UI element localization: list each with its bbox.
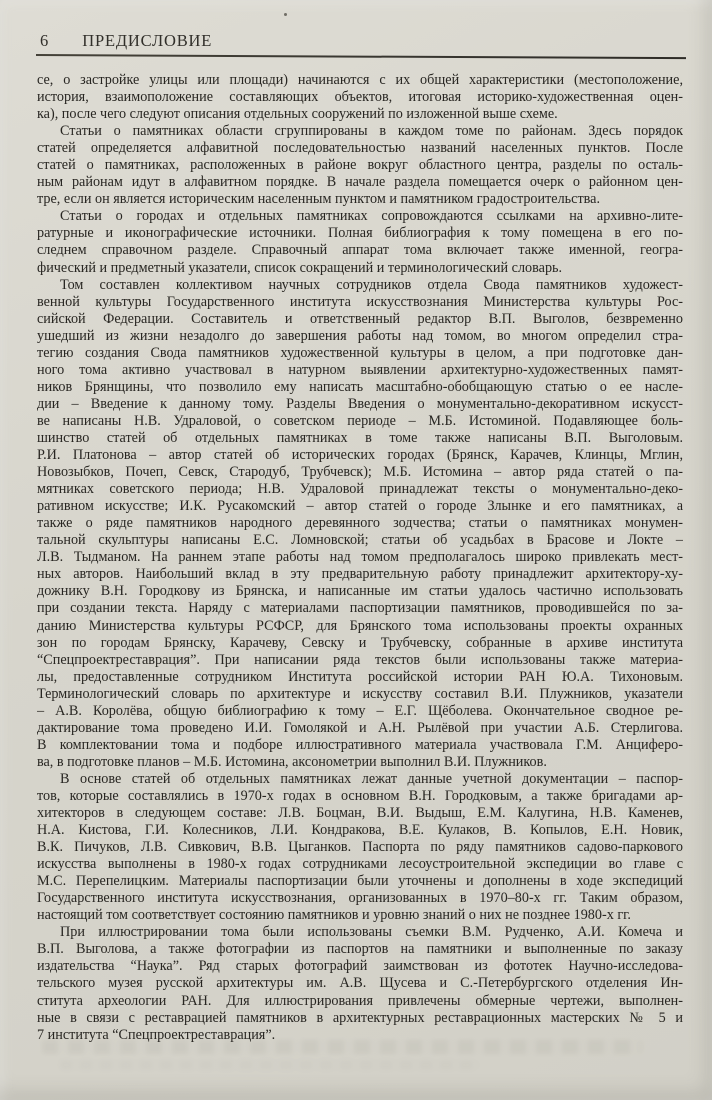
text-line: тов, которые составлялись в 1970-х годах в основном В.Н. Городковым, а также бригадами ар- [37,787,683,804]
text-line: ников Брянщины, что позволило ему написать масштабно-обобщающую статью о ее насле- [37,378,683,395]
text-line: следнем справочном разделе. Справочный аппарат тома включает также именной, геогра- [37,242,683,259]
text-line: Л.В. Тыдманом. На раннем этапе работы над томом предполагалось широко привлекать мест- [37,549,683,566]
running-title: ПРЕДИСЛОВИЕ [82,31,213,50]
page-bleed-through-artifact [60,1060,480,1070]
text-line: история, взаимоположение составляющих объектов, итоговая историко-художественная оцен- [37,89,683,106]
page-bleed-through-artifact [42,1040,642,1054]
text-line: “Спецпроектреставрация”. При написании ряда текстов были использованы также материа- [37,651,683,668]
text-line: Терминологический словарь по архитектуре и искусству составил В.И. Плужников, указатели [37,685,683,702]
text-line: статей определяется алфавитной последовательностью названий населенных пунктов. После [37,140,683,157]
text-line: ные в связи с реставрацией памятников в архитектурных реставрационных мастерских № 5 и [37,1009,683,1026]
text-line: тре, если он является историческим населенным пунктом и памятником градостроительства. [37,191,601,208]
text-line: Статьи о памятниках области сгруппированы в каждом томе по районам. Здесь порядок [60,123,683,140]
text-line: М.С. Перепелицким. Материалы паспортизации были уточнены и дополнены в ходе экспедиций [37,873,683,890]
text-line: Государственного института искусствознания, организованных в 1970–80-х гг. Таким образом, [37,890,683,907]
scan-speck-artifact [284,13,287,16]
text-block [37,72,683,1044]
page-number: 6 [40,31,49,50]
text-line: тегию создания Свода памятников художественной культуры в целом, а при подготовке дан- [37,344,683,361]
text-line: се, о застройке улицы или площади) начинаются с их общей характеристики (местоположение, [37,72,683,88]
text-line: тельского музея русской архитектуры им. А.В. Щусева и С.-Петербургского отделения Ин- [37,975,683,992]
text-line: ве написаны Н.В. Удраловой, о советском периоде – М.Б. Истоминой. Подавляющее боль- [37,412,683,429]
text-line: В.К. Пичуков, Л.В. Сивкович, В.В. Цыганков. Паспорта по ряду памятников садово-паркового [37,839,683,856]
text-line: ка), после чего следуют описания отдельных сооружений по изложенной выше схеме. [37,106,558,123]
text-line: 7 института “Спецпроектреставрация”. [37,1026,276,1043]
text-line: ратурные и иконографические источники. Полная библиография к тому помещена в его по- [37,225,683,242]
text-line: тальной скульптуры написаны Е.С. Ломновской; статьи об усадьбах в Брасове и Локте – [37,532,683,549]
text-line: ным районам идут в алфавитном порядке. В начале раздела помещается очерк о районном цен- [37,174,683,191]
paragraph [37,72,683,123]
text-line: В основе статей об отдельных памятниках лежат данные учетной документации – паспор- [60,770,683,787]
text-line: сийской Федерации. Составитель и ответственный редактор В.П. Выголов, безвременно [37,310,683,327]
text-line: также о ряде памятников народного деревянного зодчества; статьи о памятниках монумен- [37,515,683,532]
text-line: В.П. Выголова, а также фотографии из паспортов на памятники и выполненные по заказу [37,941,683,958]
text-line: В комплектовании тома и подборе иллюстративного материала участвовала Г.М. Анциферо- [37,736,683,753]
text-line: Статьи о городах и отдельных памятниках сопровождаются ссылками на архивно-лите- [60,208,683,225]
text-line: – А.В. Королёва, общую библиографию к тому – Е.Г. Щёболева. Окончательное сводное ре- [37,702,683,719]
text-line: при создании текста. Наряду с материалами паспортизации памятников, проводившейся по за- [37,600,683,617]
text-line: ушедший из жизни незадолго до завершения работы над томом, во многом определил стра- [37,327,683,344]
text-line: лы, предоставленные сотрудником Института российской истории РАН Ю.А. Тихоновым. [37,668,683,685]
text-line: венной культуры Государственного института искусствознания Министерства культуры Рос- [37,293,683,310]
text-line: дожнику В.Н. Городкову из Брянска, и написанные им статьи удалось частично использовать [37,583,683,600]
text-line: При иллюстрировании тома были использованы съемки В.М. Рудченко, А.И. Комеча и [60,924,683,941]
text-line: Н.А. Кистова, Г.И. Колесников, Л.И. Кондракова, В.Е. Кулаков, В. Копылов, Е.Н. Новик, [37,822,683,839]
text-line: фический и предметный указатели, список сокращений и терминологический словарь. [37,259,563,276]
text-line: ститута археологии РАН. Для иллюстрирования привлечены обмерные чертежи, выполнен- [37,992,683,1009]
paragraph [37,208,683,276]
paragraph [37,771,683,924]
text-line: Р.И. Платонова – автор статей об исторических городах (Брянск, Карачев, Клинцы, Мглин, [37,447,683,464]
text-line: зон по городам Брянску, Карачеву, Севску и Трубчевску, собранные в архиве института [37,634,683,651]
text-line: данию Министерства культуры РСФСР, для Брянского тома использованы проекты охранных [37,617,683,634]
page-header [40,31,684,51]
text-line: ва, в подготовке планов – М.Б. Истомина, аксонометрии выполнил В.И. Плужников. [37,753,547,770]
text-line: Том составлен коллективом научных сотрудников отдела Свода памятников художест- [60,276,683,293]
text-line: статей о памятниках, расположенных в районе вокруг областного центра, разделы по осталь- [37,157,683,174]
text-line: издательства “Наука”. Ряд старых фотографий заимствован из фототек Научно-исследова- [37,958,683,975]
text-line: ных авторов. Наибольший вклад в эту предварительную работу принадлежит архитектору-ху- [37,566,683,583]
text-line: дии – Введение к данному тому. Разделы Введения о монументально-декоративном искусст- [37,395,683,412]
text-line: ративном искусстве; И.К. Русакомский – автор статей о городе Злынке и его памятниках, а [37,498,683,515]
text-line: искусства выполнены в 1980-х годах сотрудниками лесоустроительной экспедиции во главе с [37,856,683,873]
text-line: шинство статей об отдельных памятниках в томе также написаны В.П. Выголовым. [37,429,683,446]
paragraph [37,924,683,1043]
text-line: мятниках советского периода; Н.В. Удраловой принадлежат тексты о монументально-деко- [37,481,683,498]
text-line: ного тома активно участвовал в натурном выявлении архитектурно-художественных памят- [37,361,683,378]
paragraph [37,277,683,771]
text-line: дактирование тома проведено И.И. Гомолякой и А.Н. Рылёвой при участии А.Б. Стерлигова. [37,719,683,736]
text-line: Новозыбков, Почеп, Севск, Стародуб, Трубчевск); М.Б. Истомина – автор ряда статей о па- [37,464,683,481]
text-line: настоящий том соответствует состоянию памятников и уровню знаний о них не позднее 1980-х гг. [37,907,631,924]
header-rule [36,54,686,59]
text-line: хитекторов в следующем составе: Л.В. Боцман, В.И. Выдыш, Е.М. Калугина, Н.В. Каменев, [37,805,683,822]
paragraph [37,123,683,208]
